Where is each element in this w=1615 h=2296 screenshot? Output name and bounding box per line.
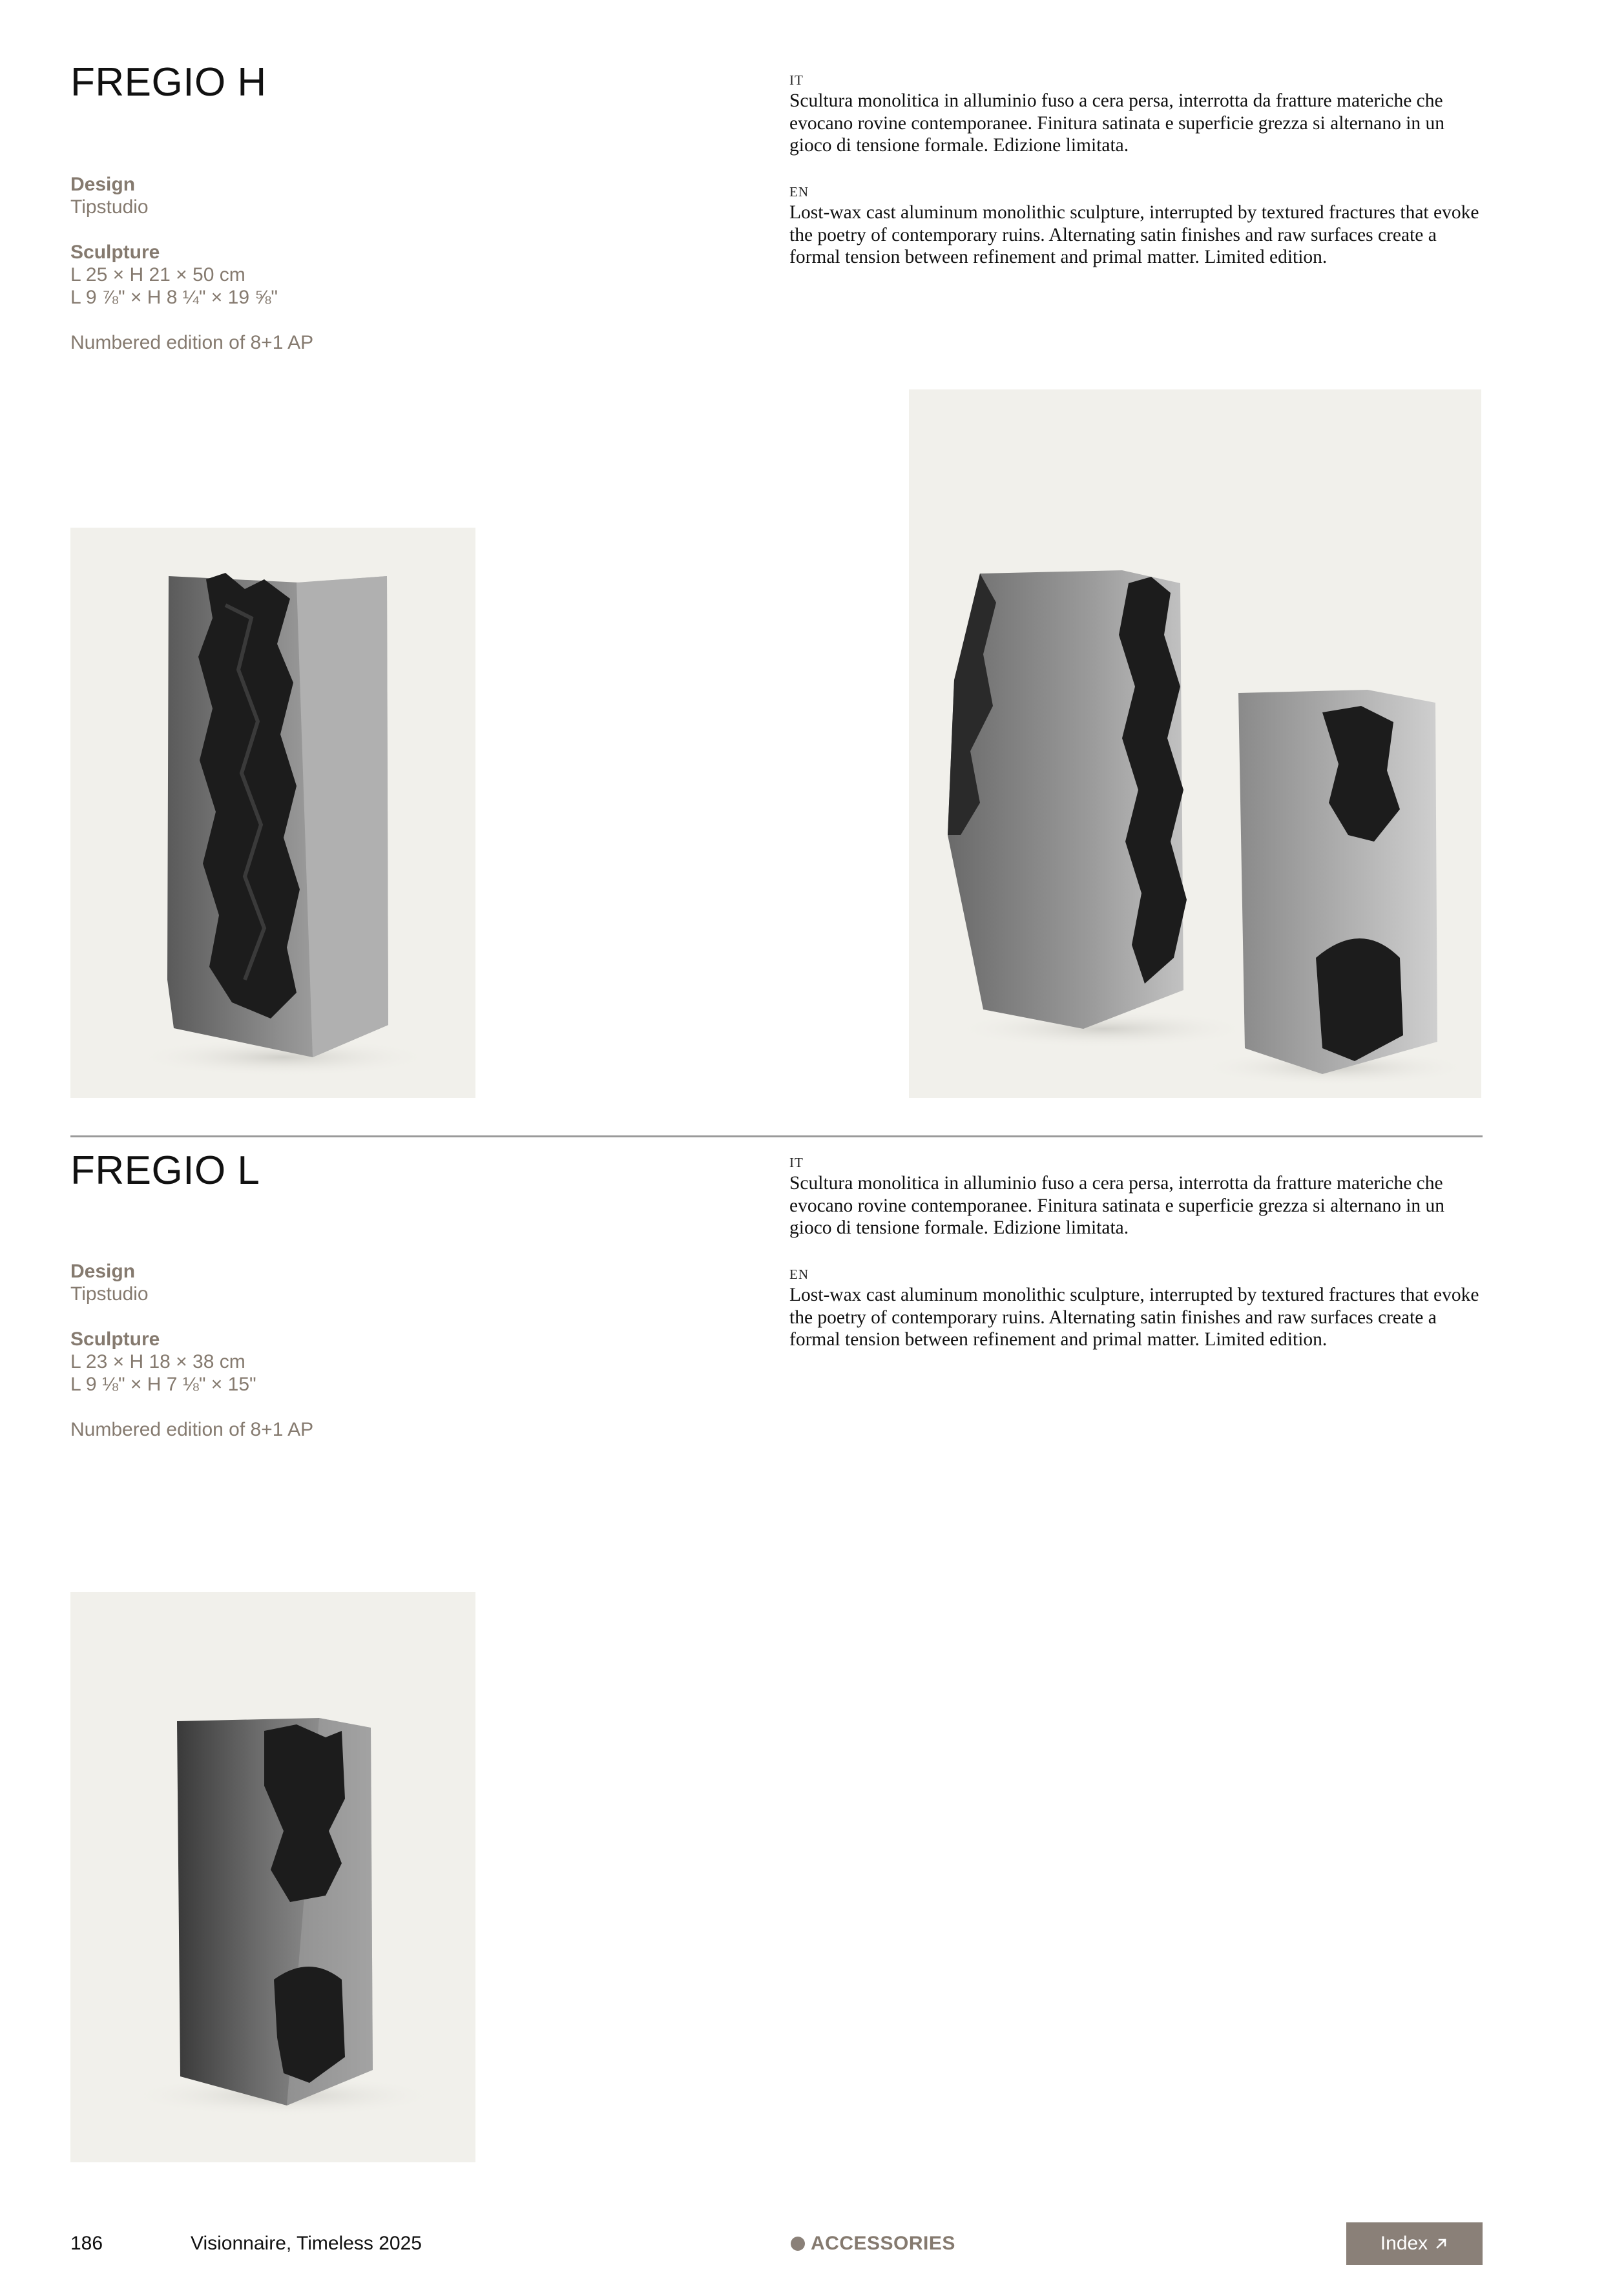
lang-label-it: IT (789, 1155, 804, 1170)
dimensions-cm: L 23 × H 18 × 38 cm (70, 1351, 245, 1372)
product-photo-single (70, 528, 475, 1098)
product-meta (70, 1260, 313, 1441)
section-divider (70, 1135, 1483, 1137)
arrow-up-right-icon (1434, 2237, 1448, 2251)
description-en: Lost-wax cast aluminum monolithic sculpture, interrupted by textured fractures that evoke the poetry of contemporary ruins. Alternating satin finishes and raw surfaces create a formal tension between refinement and primal matter. Limited edition. (789, 1285, 1479, 1350)
product-photo-single (70, 1592, 475, 2162)
description-en: Lost-wax cast aluminum monolithic sculpture, interrupted by textured fractures that evoke the poetry of contemporary ruins. Alternating satin finishes and raw surfaces create a formal tension between refinement and primal matter. Limited edition. (789, 202, 1479, 267)
dimensions-cm: L 25 × H 21 × 50 cm (70, 264, 245, 285)
catalog-title: Visionnaire, Timeless 2025 (191, 2233, 422, 2254)
design-label: Design (70, 174, 136, 195)
description-it: Scultura monolitica in alluminio fuso a cera persa, interrotta da fratture materiche che evocano rovine contemporanee. Finitura satinata e superficie grezza si alternano in un gioco di tensione formale. Edizione limitata. (789, 90, 1445, 156)
lang-label-it: IT (789, 72, 804, 88)
section-dot-icon (791, 2237, 805, 2251)
designer-name: Tipstudio (70, 196, 149, 218)
lang-label-en: EN (789, 1267, 809, 1282)
page-number: 186 (70, 2233, 103, 2254)
product-photo-pair (909, 389, 1481, 1098)
section-label[interactable]: ACCESSORIES (811, 2233, 955, 2254)
edition-note: Numbered edition of 8+1 AP (70, 1419, 314, 1440)
description-it: Scultura monolitica in alluminio fuso a cera persa, interrotta da fratture materiche che evocano rovine contemporanee. Finitura satinata e superficie grezza si alternano in un gioco di tensione formale. Edizione limitata. (789, 1173, 1445, 1238)
category-label: Sculpture (70, 242, 160, 263)
index-button[interactable] (1346, 2222, 1483, 2265)
designer-name: Tipstudio (70, 1283, 149, 1305)
lang-label-en: EN (789, 184, 809, 200)
product-meta (70, 173, 313, 354)
edition-note: Numbered edition of 8+1 AP (70, 332, 314, 353)
category-label: Sculpture (70, 1329, 160, 1350)
index-label: Index (1380, 2233, 1428, 2254)
product-title: FREGIO L (70, 1148, 260, 1193)
design-label: Design (70, 1261, 136, 1282)
dimensions-in: L 9 ⅛" × H 7 ⅛" × 15" (70, 1374, 256, 1395)
dimensions-in: L 9 ⅞" × H 8 ¼" × 19 ⅝" (70, 287, 278, 308)
product-title: FREGIO H (70, 60, 267, 105)
